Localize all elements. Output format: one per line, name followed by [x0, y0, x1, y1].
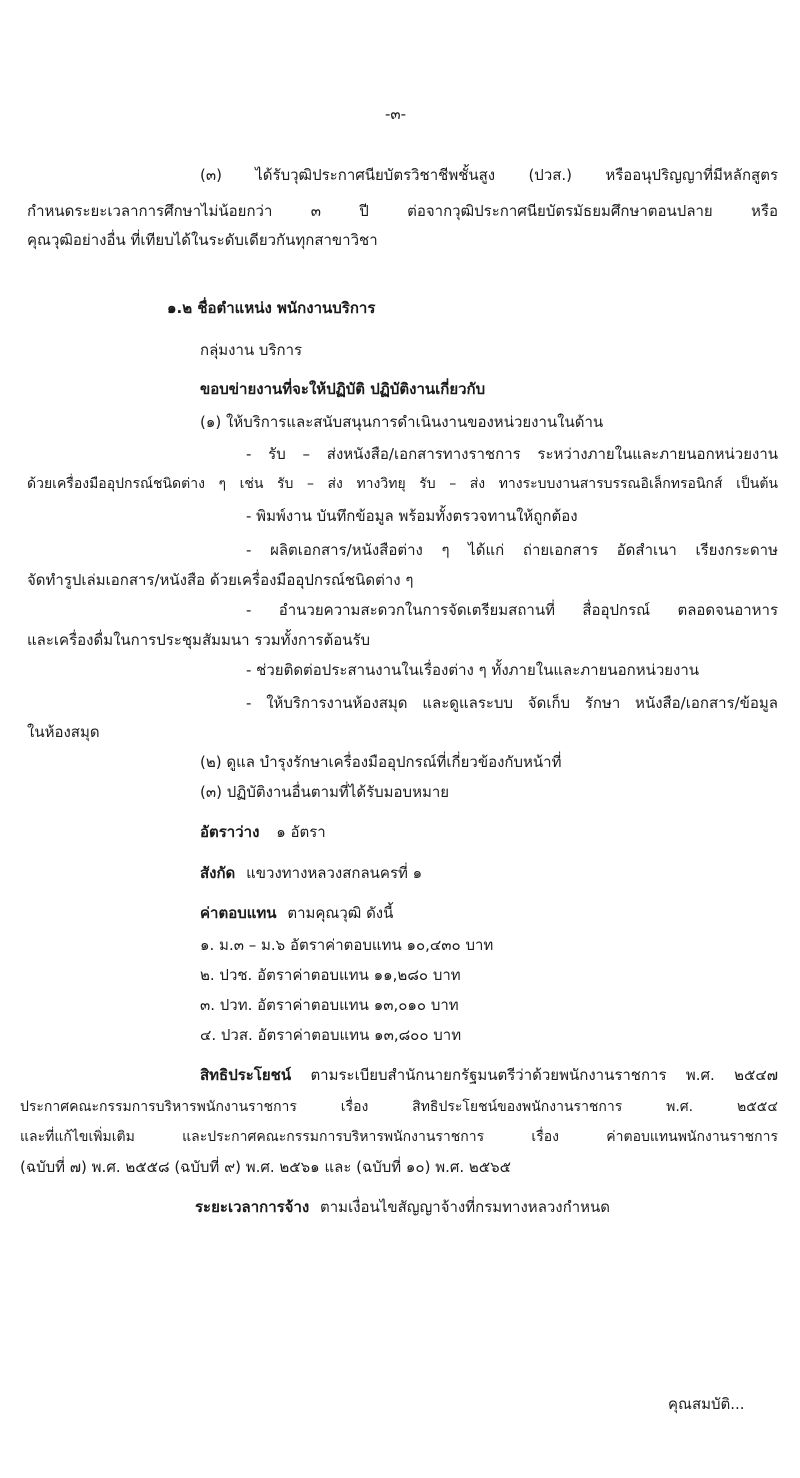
pay-row: [200, 903, 393, 923]
duty-item: (๑) ให้บริการและสนับสนุนการดำเนินงานของหน่วยงานในด้าน: [200, 413, 604, 431]
qualification-line: กำหนดระยะเวลาการศึกษาไม่น้อยกว่า ๓ ปี ต่อจากวุฒิประกาศนียบัตรมัธยมศึกษาตอนปลาย หรือ: [27, 202, 778, 220]
pay-item: ๓. ปวท. อัตราค่าตอบแทน ๑๓,๐๑๐ บาท: [200, 996, 459, 1014]
duty-sub-item: - พิมพ์งาน บันทึกข้อมูล พร้อมทั้งตรวจทานให้ถูกต้อง: [246, 507, 578, 525]
benefits-label: สิทธิประโยชน์: [200, 1066, 292, 1084]
duty-sub-item: - รับ – ส่งหนังสือ/เอกสารทางราชการ ระหว่างภายในและภายนอกหน่วยงาน: [246, 445, 778, 463]
page-number: -๓-: [385, 105, 407, 123]
benefits-first: ตามระเบียบสำนักนายกรัฐมนตรีว่าด้วยพนักงานราชการ พ.ศ. ๒๕๔๗: [310, 1066, 778, 1084]
duty-item: (๒) ดูแล บำรุงรักษาเครื่องมืออุปกรณ์ที่เกี่ยวข้องกับหน้าที่: [200, 753, 562, 771]
scope-heading: ขอบข่ายงานที่จะให้ปฏิบัติ ปฏิบัติงานเกี่ยวกับ: [200, 380, 486, 398]
position-heading: ๑.๒ ชื่อตำแหน่ง พนักงานบริการ: [167, 299, 376, 317]
pay-item: ๔. ปวส. อัตราค่าตอบแทน ๑๓,๘๐๐ บาท: [200, 1026, 462, 1044]
duty-sub-item: - ช่วยติดต่อประสานงานในเรื่องต่าง ๆ ทั้งภายในและภายนอกหน่วยงาน: [246, 661, 700, 679]
duty-item: (๓) ปฏิบัติงานอื่นตามที่ได้รับมอบหมาย: [200, 783, 450, 801]
unit-value: แขวงทางหลวงสกลนครที่ ๑: [246, 864, 423, 882]
duty-sub-item: - ให้บริการงานห้องสมุด และดูแลระบบ จัดเก็บ รักษา หนังสือ/เอกสาร/ข้อมูล: [246, 694, 778, 712]
pay-item: ๒. ปวช. อัตราค่าตอบแทน ๑๑,๒๘๐ บาท: [200, 966, 461, 984]
unit-label: สังกัด: [200, 864, 236, 882]
benefits-line: ประกาศคณะกรรมการบริหารพนักงานราชการ เรื่อง สิทธิประโยชน์ของพนักงานราชการ พ.ศ. ๒๕๕๔: [20, 1099, 778, 1115]
unit-row: [200, 863, 422, 883]
vacancy-value: ๑ อัตรา: [276, 823, 326, 841]
duty-sub-item: - อำนวยความสะดวกในการจัดเตรียมสถานที่ สื่ออุปกรณ์ ตลอดจนอาหาร: [246, 601, 778, 619]
benefits-line: (ฉบับที่ ๗) พ.ศ. ๒๕๕๘ (ฉบับที่ ๙) พ.ศ. ๒๕๖๑ และ (ฉบับที่ ๑๐) พ.ศ. ๒๕๖๕: [20, 1158, 512, 1176]
continued-marker: คุณสมบัติ...: [668, 1395, 745, 1413]
employment-value: ตามเงื่อนไขสัญญาจ้างที่กรมทางหลวงกำหนด: [320, 1198, 611, 1216]
duty-sub-item: จัดทำรูปเล่มเอกสาร/หนังสือ ด้วยเครื่องมืออุปกรณ์ชนิดต่าง ๆ: [27, 571, 414, 589]
duty-sub-item: ด้วยเครื่องมืออุปกรณ์ชนิดต่าง ๆ เช่น รับ – ส่ง ทางวิทยุ รับ – ส่ง ทางระบบงานสารบรรณอิเล็กทรอนิกส์ เป็นต้น: [27, 476, 778, 492]
pay-value: ตามคุณวุฒิ ดังนี้: [287, 904, 394, 922]
employment-label: ระยะเวลาการจ้าง: [195, 1198, 310, 1216]
employment-row: [195, 1197, 610, 1217]
pay-item: ๑. ม.๓ – ม.๖ อัตราค่าตอบแทน ๑๐,๔๓๐ บาท: [200, 936, 494, 954]
vacancy-row: [200, 822, 326, 842]
vacancy-label: อัตราว่าง: [200, 823, 260, 841]
qualification-line: (๓) ได้รับวุฒิประกาศนียบัตรวิชาชีพชั้นสูง (ปวส.) หรืออนุปริญญาที่มีหลักสูตร: [200, 166, 778, 184]
benefits-line: และที่แก้ไขเพิ่มเติม และประกาศคณะกรรมการบริหารพนักงานราชการ เรื่อง ค่าตอบแทนพนักงานราชการ: [20, 1129, 778, 1145]
duty-sub-item: และเครื่องดื่มในการประชุมสัมมนา รวมทั้งการต้อนรับ: [27, 631, 371, 649]
qualification-line: คุณวุฒิอย่างอื่น ที่เทียบได้ในระดับเดียวกันทุกสาขาวิชา: [27, 231, 378, 249]
position-group: กลุ่มงาน บริการ: [200, 341, 303, 359]
duty-sub-item: ในห้องสมุด: [27, 723, 100, 741]
duty-sub-item: - ผลิตเอกสาร/หนังสือต่าง ๆ ได้แก่ ถ่ายเอกสาร อัดสำเนา เรียงกระดาษ: [246, 541, 778, 559]
benefits-first-line: [200, 1065, 778, 1085]
pay-label: ค่าตอบแทน: [200, 904, 277, 922]
